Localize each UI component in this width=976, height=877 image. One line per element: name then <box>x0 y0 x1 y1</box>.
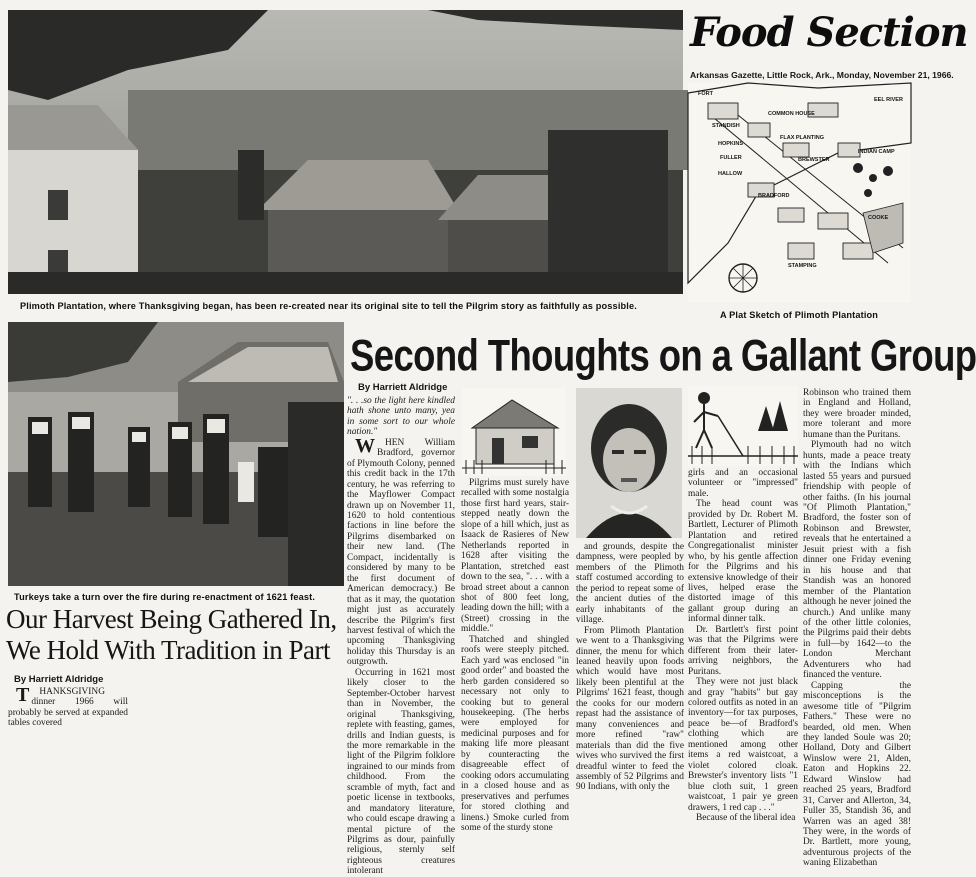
article-col4-p3: Dr. Bartlett's first point was that the Pilgrims were different from their later-arriving neighbors, the Puritans. <box>688 624 798 677</box>
article-col1-p1: WHEN William Bradford, governor of Plymouth Colony, penned this credit back in the 17th century, he was referring to the Mayflower Compact drawn up on November 11, 1620 to hold contentious factions in line before the Pilgrims disembarked on their new land. (The Compact, incidentally is considered by many to be the first document of American democracy.) Be that as it may, the quotation might just as accurately describe the Pilgrim's first harvest festival of which the upcoming Thanksgiving holiday this Thursday is an outgrowth. <box>347 434 455 668</box>
article-col3-p1: and grounds, despite the dampness, were peopled by members of the Plimoth staff costumed according to the period to repeat some of the ancient duties of the early inhabitants of the village. <box>576 542 684 626</box>
map-label-common: COMMON HOUSE <box>768 111 815 117</box>
dateline: Arkansas Gazette, Little Rock, Ark., Monday, November 21, 1966. <box>690 70 954 80</box>
article-col2-p2: Thatched and shingled roofs were steeply pitched. Each yard was enclosed "in good order" and boasted the herb garden considered so necessary not only to cooking but to general housekeeping. (The herbs were employed for medicinal purposes and for making life more pleasant by counteracting the disagreeable effect of cooking odors accumulating in a closed house and as preservatives and perfumes for stored clothing and linens.) Smoke curled from some of the sturdy stone <box>461 634 569 833</box>
second-headline <box>6 604 346 666</box>
house-sketch <box>462 388 566 476</box>
turkeys-photo <box>8 322 344 586</box>
article-column-3 <box>576 542 684 793</box>
article-col1-p2: Occurring in 1621 most likely closer to the September-October harvest than in November, the original Thanksgiving, replete with feasting, games, drills and Indian guests, is the more remarkable in the light of the Pilgrim folklore ingrained to our minds from childhood. From the scramble of myth, fact and poetic license in textbooks, and mandatory literature, who could escape drawing a mental picture of the Pilgrims as dour, painfully religious, sternly self righteous creatures intolerant <box>347 667 455 877</box>
turkeys-caption: Turkeys take a turn over the fire during re-enactment of 1621 feast. <box>14 592 316 602</box>
article-col4-p5: Because of the liberal idea <box>696 812 796 823</box>
map-label-flax: FLAX PLANTING <box>780 135 824 141</box>
article-col4-p2: The head count was provided by Dr. Robert M. Bartlett, Lecturer of Plimoth Plantation and retired Congregationalist minister who, by his gentle affection for the Pilgrims and his extensive knowledge of their lives, helped erase the distorted image of this gallant group during an informal dinner talk. <box>688 499 798 625</box>
map-label-eel: EEL RIVER <box>874 97 903 103</box>
plantation-photo <box>8 10 683 294</box>
article-column-1 <box>347 396 455 877</box>
main-headline: Second Thoughts on a Gallant Group <box>350 330 976 381</box>
map-label-cooke: COOKE <box>868 215 889 221</box>
article-col5-p3: Capping the misconceptions is the awesome title of "Pilgrim Fathers." These were no bearded, old men. When they landed Soule was 20; Holland, Doty and Gilbert Winslow were 21, Alden, Eaton and Hopkins 22. Edward Winslow had reached 25 years, Bradford 31, Carver and Allerton, 34, Fuller 35, Standish 36, and Warren was an aged 38! They were, in the words of Dr. Bartlett, more young, adventurous projects of the waning Elizabethan <box>803 680 911 869</box>
second-article-column <box>8 684 128 729</box>
map-label-indian: INDIAN CAMP <box>858 149 895 155</box>
section-title: Food Section <box>690 9 968 56</box>
article-column-4 <box>688 468 798 823</box>
map-caption: A Plat Sketch of Plimoth Plantation <box>720 310 879 320</box>
article-column-5 <box>803 388 911 869</box>
garden-sketch <box>688 386 798 466</box>
article-col4-p1: girls and an occasional volunteer or "impressed" male. <box>688 468 798 499</box>
plantation-caption: Plimoth Plantation, where Thanksgiving began, has been re-created near its original site to tell the Pilgrim story as faithfully as possible. <box>20 301 637 311</box>
article-quote: ". . .so the light here kindled hath shone unto many, yea in some sort to our whole nation." <box>347 396 455 438</box>
map-label-hopkins: HOPKINS <box>718 141 744 147</box>
map-label-bradford: BRADFORD <box>758 193 790 199</box>
second-byline: By Harriett Aldridge <box>14 674 104 685</box>
article-column-2 <box>461 478 569 833</box>
second-headline-line1: Our Harvest Being Gathered In, <box>6 604 337 634</box>
portrait-photo <box>576 388 682 538</box>
article-col3-p2: From Plimoth Plantation we went to a Thanksgiving dinner, the menu for which leaned heavily upon foods which would have most likely been plentiful at the Pilgrims' 1621 feast, though the cooks for our modern repast had the assistance of many conveniences and more refined "raw" materials than did the five wives who survived the first dreadful winter to feed the assembly of 52 Pilgrims and 90 Indians, with only the <box>576 625 684 793</box>
article-col5-p2: Plymouth had no witch hunts, made a peace treaty with the Indians which lasted 55 years and pursued friendship with people of other faiths. (In his journal "Of Plimoth Plantation," Bradford, the foster son of Robinson and Brewster, reveals that he entertained a Jesuit priest with a fish dinner one Friday evening in his house and that Standish was an honored member of the Plantation although he never joined the church.) And unlike many of the other little colonies, the Pilgrims paid their debts in full—by 1642—to the London Merchant Adventurers who had financed the venture. <box>803 440 911 681</box>
map-label-hallow: HALLOW <box>718 171 743 177</box>
main-byline: By Harriett Aldridge <box>358 382 448 393</box>
map-label-brewster: BREWSTER <box>798 157 830 163</box>
second-article-p1: THANKSGIVING dinner 1966 will probably be served at expanded tables covered <box>8 684 128 729</box>
plantation-map <box>688 83 911 303</box>
map-label-fuller: FULLER <box>720 155 742 161</box>
map-label-fort: FORT <box>698 91 713 97</box>
article-col4-p4: They were not just black and gray "habits" but gay colored outfits as noted in an inventory—for tax purposes, peace be—of Bradford's clothing which are mentioned among other items a red waistcoat, a violet colored cloak. Brewster's inventory lists "1 blue cloth suit, 1 green waistcoat, 1 pair ye green drawers, 1 red cap . . ." <box>688 677 798 813</box>
article-col2-p1: Pilgrims must surely have recalled with some nostalgia those first hard years, stair-stepped neatly down the slope of a hill which, just as Isaack de Rasieres of New Netherlands reported in 1628 after visiting the Plantation, stretched east down to the sea, ". . . with a broad street about a cannon shot of 800 feet long, leading down the hill; with a (Street) crossing in the middle." <box>461 478 569 635</box>
map-label-standish: STANDISH <box>712 123 740 129</box>
article-col5-p1: Robinson who trained them in England and Holland, they were broader minded, more tolerant and more humane than the Puritans. <box>803 388 911 440</box>
second-headline-line2: We Hold With Tradition in Part <box>6 635 331 665</box>
map-label-stamping: STAMPING <box>788 263 817 269</box>
